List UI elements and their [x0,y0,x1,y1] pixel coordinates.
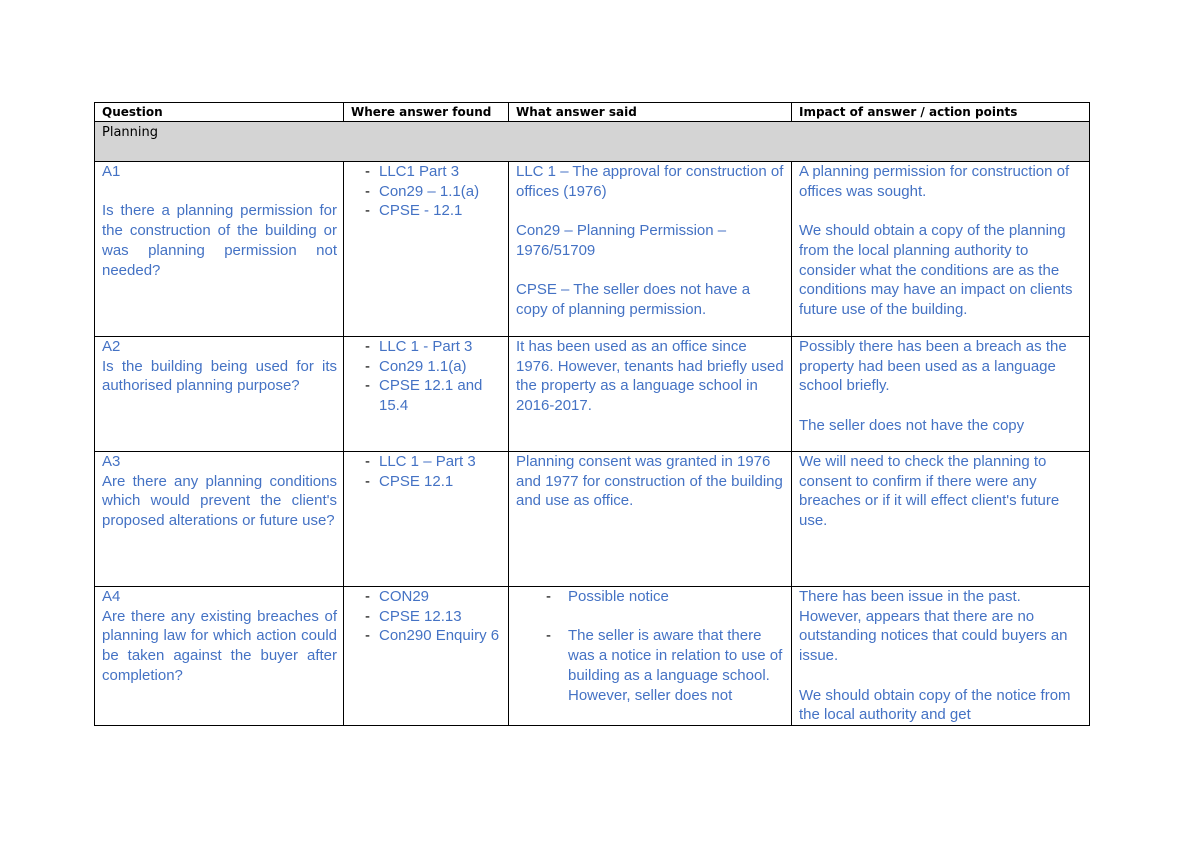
what-paragraph: CPSE – The seller does not have a copy of planning permission. [516,281,751,318]
section-row [95,122,1090,162]
question-text: Is the building being used for its authorised planning purpose? [102,357,337,395]
where-item: - LLC 1 - Part 3 [351,337,502,357]
what-cell [509,452,792,587]
impact-paragraph: A planning permission for construction of offices was sought. [799,163,1070,200]
where-cell [344,587,509,726]
what-item: - The seller is aware that there was a notice in relation to use of building as a language school. However, seller does not [516,626,785,705]
what-cell [509,337,792,452]
what-paragraph: Planning consent was granted in 1976 and 1977 for construction of the building and use as office. [516,453,783,510]
where-item: - CPSE - 12.1 [351,201,502,221]
impact-cell [792,162,1090,337]
question-text: Are there any existing breaches of planning law for which action could be taken against the buyer after completion? [102,607,337,684]
impact-cell [792,587,1090,726]
question-id: A2 [102,338,121,355]
question-cell [95,162,344,337]
where-item: - Con290 Enquiry 6 [351,626,502,646]
what-cell [509,162,792,337]
what-paragraph: Con29 – Planning Permission – 1976/51709 [516,222,727,259]
impact-paragraph: We will need to check the planning to consent to confirm if there were any breaches or if it will effect client's future use. [799,453,1060,530]
where-item: - CPSE 12.1 [351,472,502,492]
header-row [95,103,1090,122]
section-title: Planning [95,122,1090,162]
where-cell [344,162,509,337]
impact-paragraph: Possibly there has been a breach as the property had been used as a language school briefly. [799,338,1067,395]
what-paragraph: It has been used as an office since 1976. However, tenants had briefly used the property as a language school in 2016-2017. [516,338,784,415]
question-id: A1 [102,163,121,180]
impact-paragraph: We should obtain copy of the notice from the local authority and get [799,686,1071,724]
table-row [95,337,1090,452]
impact-paragraph: There has been issue in the past. However, appears that there are no outstanding notices that could buyers an issue. [799,588,1068,665]
table-row [95,162,1090,337]
what-cell [509,587,792,726]
question-cell [95,587,344,726]
header-what-answer-said: What answer said [509,103,792,122]
impact-cell [792,337,1090,452]
header-impact: Impact of answer / action points [792,103,1090,122]
impact-paragraph: The seller does not have the copy [799,416,1025,434]
what-item: - Possible notice [516,587,785,607]
where-item: - LLC 1 – Part 3 [351,452,502,472]
question-text: Is there a planning permission for the construction of the building or was planning permission not needed? [102,202,337,279]
where-item: - Con29 1.1(a) [351,357,502,377]
where-item: - CPSE 12.1 and 15.4 [351,376,502,415]
question-cell [95,337,344,452]
header-where-answer-found: Where answer found [344,103,509,122]
question-id: A3 [102,453,121,470]
what-paragraph: LLC 1 – The approval for construction of offices (1976) [516,163,784,200]
where-cell [344,452,509,587]
planning-enquiries-table [94,102,1090,726]
question-id: A4 [102,588,121,605]
impact-cell [792,452,1090,587]
where-item: - CON29 [351,587,502,607]
where-cell [344,337,509,452]
question-cell [95,452,344,587]
header-question: Question [95,103,344,122]
where-item: - Con29 – 1.1(a) [351,182,502,202]
table-row [95,587,1090,726]
where-item: - CPSE 12.13 [351,607,502,627]
where-item: - LLC1 Part 3 [351,162,502,182]
table-row [95,452,1090,587]
question-text: Are there any planning conditions which would prevent the client's proposed alterations or future use? [102,472,337,530]
impact-paragraph: We should obtain a copy of the planning from the local planning authority to consider what the conditions are as the conditions may have an impact on clients future use of the building. [799,222,1073,318]
